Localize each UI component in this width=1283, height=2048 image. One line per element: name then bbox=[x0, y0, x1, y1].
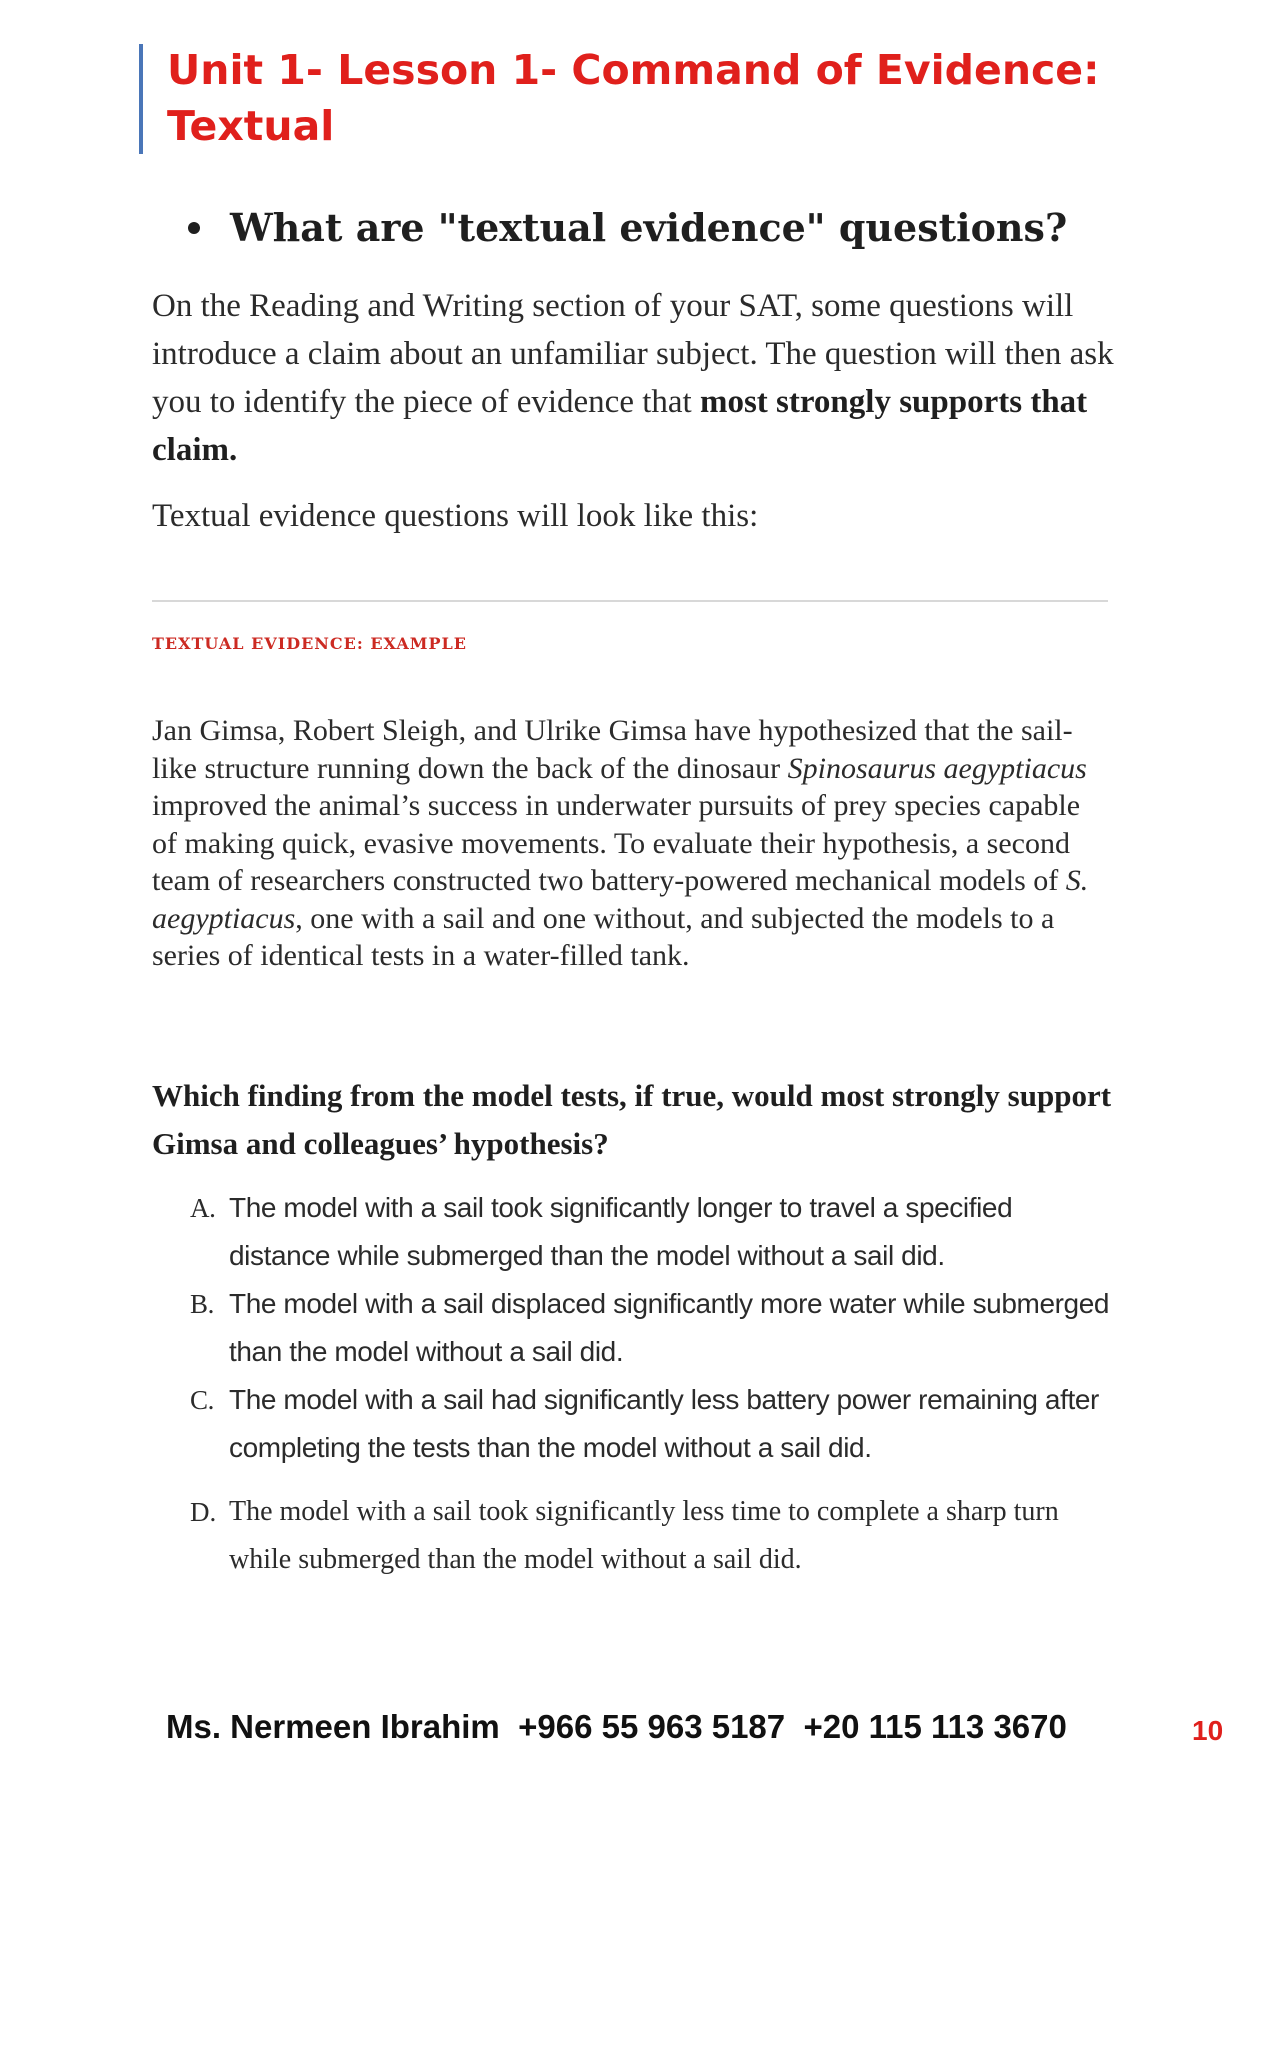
choice-c-text: The model with a sail had significantly less battery power remaining after completing the tests than the model without a sail did. bbox=[229, 1384, 1099, 1463]
intro-paragraph bbox=[152, 282, 1132, 474]
footer-phone-2: +20 115 113 3670 bbox=[803, 1708, 1067, 1745]
example-label: TEXTUAL EVIDENCE: EXAMPLE bbox=[152, 634, 467, 653]
choice-b-letter: B. bbox=[190, 1289, 214, 1319]
footer-contact bbox=[166, 1708, 1067, 1746]
choice-c-letter: C. bbox=[190, 1385, 214, 1415]
title-accent-bar bbox=[139, 44, 143, 154]
passage-text-2: improved the animal’s success in underwater pursuits of prey species capable of making quick, evasive movements. To evaluate their hypothesis, a second team of researchers constructed two battery-powered mechanical models of bbox=[152, 789, 1081, 897]
choice-a[interactable] bbox=[190, 1184, 1120, 1280]
footer-phone-1: +966 55 963 5187 bbox=[518, 1708, 786, 1745]
passage-species-abbrev: S. aegyptiacus bbox=[152, 864, 1089, 935]
intro-bold-text: most strongly supports that claim. bbox=[152, 384, 1088, 468]
lead-in-paragraph: Textual evidence questions will look like this: bbox=[152, 498, 759, 534]
bullet-icon bbox=[188, 222, 200, 234]
passage-text-1: Jan Gimsa, Robert Sleigh, and Ulrike Gimsa have hypothesized that the sail-like structure running down the back of the dinosaur bbox=[152, 714, 1073, 785]
choice-d-text: The model with a sail took significantly less time to complete a sharp turn while submerged than the model without a sail did. bbox=[229, 1496, 1059, 1575]
page-title bbox=[167, 42, 1147, 154]
answer-choices bbox=[190, 1184, 1120, 1584]
page-title-line-1: Unit 1- Lesson 1- Command of Evidence: bbox=[167, 46, 1100, 94]
divider-line bbox=[152, 600, 1108, 602]
passage-text-3: , one with a sail and one without, and subjected the models to a series of identical tests in a water-filled tank. bbox=[152, 901, 1055, 972]
intro-text: On the Reading and Writing section of your SAT, some questions will introduce a claim about an unfamiliar subject. The question will then ask you to identify the piece of evidence that bbox=[152, 288, 1114, 420]
page-title-line-2: Textual bbox=[167, 102, 335, 150]
passage-species-name: Spinosaurus aegyptiacus bbox=[787, 751, 1087, 785]
section-heading-text: What are "textual evidence" questions? bbox=[230, 205, 1068, 250]
choice-d[interactable] bbox=[190, 1488, 1120, 1584]
choice-b[interactable] bbox=[190, 1280, 1120, 1376]
choice-a-text: The model with a sail took significantly longer to travel a specified distance while submerged than the model without a sail did. bbox=[229, 1192, 1013, 1271]
example-passage bbox=[152, 712, 1112, 975]
page-number: 10 bbox=[1192, 1715, 1224, 1746]
footer-name: Ms. Nermeen Ibrahim bbox=[166, 1708, 500, 1745]
choice-a-letter: A. bbox=[190, 1193, 216, 1223]
choice-d-letter: D. bbox=[190, 1497, 217, 1527]
section-heading bbox=[188, 203, 1088, 253]
choice-c[interactable] bbox=[190, 1376, 1120, 1472]
question-stem: Which finding from the model tests, if true, would most strongly support Gimsa and colleagues’ hypothesis? bbox=[152, 1078, 1112, 1161]
choice-b-text: The model with a sail displaced significantly more water while submerged than the model without a sail did. bbox=[229, 1288, 1110, 1367]
